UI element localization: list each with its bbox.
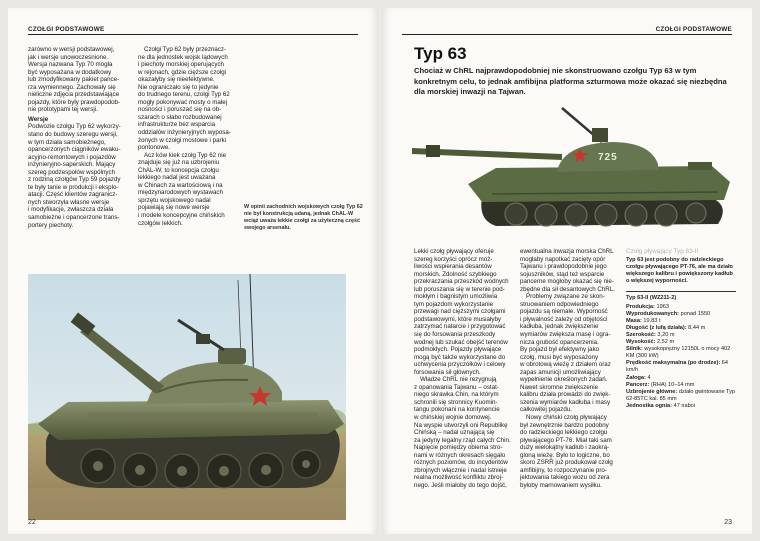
running-head: CZOŁGI PODSTAWOWE (655, 26, 732, 33)
text-line: forsowania sił głównych. (414, 368, 481, 376)
text-line: pojawiają się nowe wersje (138, 204, 210, 212)
spec-label: Uzbrojenie główne: (626, 388, 678, 395)
text-line: ChAL-W, to koncepcja czołgu (138, 166, 219, 174)
text-line: samobieżne i opancerzone trans- (28, 214, 120, 222)
text-line: sprzętu wojskowego nadal (138, 196, 211, 204)
spec-label: Wysokość: (626, 339, 656, 346)
text-line: i piechoty morskiej operujących (138, 61, 224, 69)
text-line: portery piechoty. (28, 221, 74, 229)
spec-value: wysokoprężny 12150L o mocy 402 KM (300 kW) (626, 346, 731, 360)
text-line: się do forsowania przeszkody (414, 331, 496, 339)
spec-label: Wyprodukowanych: (626, 310, 680, 317)
page-number: 23 (724, 519, 732, 526)
text-line: Nie ograniczało się to jedynie (138, 83, 219, 91)
text-line: przekraczania przeszkód wodnych (414, 278, 509, 286)
right-page (382, 8, 752, 534)
text-line: te były tanie w produkcji i eksplo- (28, 183, 119, 191)
text-line: zatrzymać natarcie i przygotować (414, 323, 506, 331)
left-page (8, 8, 378, 534)
text-line: czołg, musi być wyposażony (520, 353, 599, 361)
text-line: wypełnienie określonych zadań. (520, 376, 608, 384)
text-line: podmokłych. Pojazdy pływające (414, 346, 502, 354)
text-line: wodnej lub szukać obejść terenów (414, 338, 508, 346)
text-line: w obrotową wieżę z działem oraz (520, 361, 611, 369)
text-line: nicza grubość opancerzenia. (520, 338, 599, 346)
text-line: duży wielokątny kadłub i zaokrą- (520, 444, 610, 452)
spec-value: działo gwintowane Typ 62-85TC kal. 85 mm (626, 388, 736, 402)
spec-row (626, 346, 736, 360)
text-line: nami w różnych okresach sięgało (414, 451, 506, 459)
text-line: wymiarów zwiększa masę i ogra- (520, 331, 611, 339)
text-line: ne dla jednostek wojsk lądowych (138, 53, 228, 61)
text-line: Na wyspie utworzyli oni Republikę (414, 421, 508, 429)
text-line: pontonowe. (138, 144, 170, 152)
text-line: By pojazd był efektywny jako (520, 346, 600, 354)
text-column-2 (520, 248, 624, 490)
text-line: pancerne mogłoby okazać się nie- (520, 278, 614, 286)
text-line: szarach o słabo rozbudowanej (138, 113, 222, 121)
photo-caption: W opinii zachodnich wojskowych czołg Typ 62 nie był konstrukcją udaną, jednak ChAL-W wciąż uważa lekkie czołgi za użyteczną część swojego arsenału. (244, 204, 363, 231)
text-line: Tajwanu i prawdopodobnie jego (520, 263, 607, 271)
text-line: mogłaby napotkać zacięty opór (520, 255, 606, 263)
text-line: opancerzonych ciągników ewaku- (28, 146, 121, 154)
text-line: szenia wymiarów kadłuba i masy (520, 398, 611, 406)
text-line: nieliczne zdjęcia przedstawiające (28, 91, 120, 99)
text-line: morskich. Zdolność szybkiego (414, 270, 497, 278)
text-line: lekkiego nadal jest uważana (138, 174, 216, 182)
text-line: zbędne dla sił desantowych ChRL. (520, 285, 615, 293)
text-line: ewentualna inwazja morska ChRL (520, 248, 614, 255)
text-line: Napięcie pomiędzy obiema stro- (414, 444, 503, 452)
text-line: i pływalność zależy od objętości (520, 315, 608, 323)
spec-value: 1963 (656, 303, 669, 310)
spec-label: Masa: (626, 317, 642, 324)
spec-row (626, 304, 736, 311)
text-line: jak i wersje unowocześnione. (28, 53, 109, 61)
text-line: liwości wspierania desantów (414, 263, 492, 271)
text-line: mogły pokonywać mosty o małej (138, 98, 228, 106)
running-head: CZOŁGI PODSTAWOWE (28, 26, 105, 33)
text-line: Acz ków kiek czołg Typ 62 nie (144, 151, 227, 159)
text-line: podstawowymi, które musiałyby (414, 315, 501, 323)
text-line: Lekki czołg pływający oferuje (414, 248, 494, 255)
text-line: realna możliwość konfliktu zbroj- (414, 474, 504, 482)
text-line: lub zmodyfikowany pakiet pance- (28, 76, 120, 84)
text-line: mogą być także wykorzystane do (414, 353, 506, 361)
spec-label: Prędkość maksymalna (po drodze): (626, 360, 721, 367)
text-line: atacji. Część klientów zagranicz- (28, 191, 118, 199)
text-line: nie prototypami tej wersji. (28, 106, 98, 114)
text-line: i modyfikacje, zwłaszcza działa (28, 206, 114, 214)
paragraph-lines (28, 123, 136, 229)
text-column-1 (414, 248, 518, 490)
text-line: w rejonach, gdzie cięższe czołgi (138, 68, 227, 76)
text-line: pływającego PT-76. Miał taki sam (520, 436, 612, 444)
text-line: struowaniem odpowiedniego (520, 300, 599, 308)
text-line: Nowy chiński czołg pływający (526, 414, 607, 422)
text-line: pojazdu są niemałe. Wyporność (520, 308, 608, 316)
text-line: stano do budowy szeregu wersji, (28, 131, 118, 139)
text-line: do radzieckiego lekkiego czołgu (520, 429, 608, 437)
text-line: żonych w czołgi mostowe i parki (138, 136, 227, 144)
spec-label: Załoga: (626, 374, 646, 381)
spec-row (626, 318, 736, 325)
text-line: skoro ZSRR już produkował czołg (520, 459, 613, 467)
text-line: Nawet skromne zwiększenie (520, 383, 599, 391)
spec-label: Długość (z lufą działa): (626, 324, 687, 331)
text-line: szereg korzyści oprócz moż- (414, 255, 493, 263)
text-line: zapas amunicji umożliwiający (520, 368, 601, 376)
spec-label: Pancerz: (626, 381, 650, 388)
text-column-2 (138, 46, 244, 227)
text-line: zarówno w wersji podstawowej, (28, 46, 115, 53)
text-line: oddziałów inżynieryjnych wyposa- (138, 129, 231, 137)
paragraph-lines (28, 46, 136, 114)
spec-label: Szerokość: (626, 331, 656, 338)
text-line: Władze ChRL nie rezygnują (420, 376, 497, 384)
spec-value: (RHA) 10–14 mm (650, 381, 695, 388)
spec-sidebar (626, 248, 736, 410)
text-line: szereg podzespołów wspólnych (28, 168, 116, 176)
text-line: okazałyby się nieefektywne. (138, 76, 215, 84)
spec-row (626, 325, 736, 332)
text-line: w tym działa samobieżnego, (28, 138, 106, 146)
text-line: Wersja nazwana Typ 70 mogła (28, 61, 113, 69)
spec-heading: Typ 63-II (WZ211-2) (626, 295, 677, 302)
text-line: być wyposażana w dodatkowy (28, 68, 112, 76)
text-line: międzynarodowych wystawach (138, 189, 223, 197)
text-line: zbrojnych włącznie i nadal istnieje (414, 466, 507, 474)
spec-row (626, 311, 736, 318)
spec-value: 3,20 m (657, 331, 675, 338)
text-line: Podwozie czołgu Typ 62 wykorzy- (28, 123, 121, 131)
spec-row (626, 339, 736, 346)
text-line: amfibijny, to rozpoczynanie pro- (520, 466, 607, 474)
text-line: infrastrukturze bez wsparcia (138, 121, 216, 129)
text-line: byłoby marnowaniem wysiłku. (520, 481, 602, 489)
text-line: niego skrawka Chin, na którym (414, 391, 499, 399)
text-line: acyjno-remontowych i pojazdów (28, 153, 116, 161)
text-line: za jedyny legalny rząd całych Chin. (414, 436, 511, 444)
lead-paragraph: Chociaż w ChRL najprawdopodobniej nie skonstruowano czołgu Typ 63 w tym konkretnym celu, to jednak amfibijna platforma szturmowa może okazać się niezbędna dla morskiej inwazji na Tajwan. (414, 66, 727, 97)
text-line: mokłym i bagnistym umożliwia (414, 293, 498, 301)
text-line: w chińskiej wojnie domowej. (414, 414, 492, 422)
spec-value: 47 naboi (673, 402, 696, 409)
text-line: z opanowania Tajwanu – ostat- (414, 383, 499, 391)
text-line: kadłuba, jednak zwiększenie (520, 323, 599, 331)
spec-value: 19,83 t (643, 317, 661, 324)
text-line: rza wymiennego. Zachowały się (28, 83, 116, 91)
spec-label: Jednostka ognia: (626, 402, 673, 409)
header-rule (402, 34, 732, 35)
text-line: kalibru działa prowadzi do zwięk- (520, 391, 611, 399)
spec-label: Silnik: (626, 346, 643, 353)
text-line: był zewnętrznie bardzo podobny (520, 421, 609, 429)
subheading: Wersje (28, 115, 49, 123)
spec-value: 8,44 m (688, 324, 706, 331)
text-line: nych stworzyła własne wersje (28, 198, 110, 206)
page-title: Typ 63 (414, 44, 467, 63)
text-line: różnych poziomów, do incydentów (414, 459, 508, 467)
text-line: do trudnego terenu, czołgi Typ 62 (138, 91, 230, 99)
text-line: Czołgi Typ 62 były przeznacz- (144, 46, 227, 53)
text-line: Chińską – nadal uznającą się (414, 429, 495, 437)
text-line: w Chinach za wartościową i na (138, 181, 223, 189)
tank-photo (412, 98, 740, 234)
spec-row (626, 360, 736, 374)
hull-number: 725 (598, 152, 618, 163)
spec-label: Produkcja: (626, 303, 655, 310)
spec-value: 4 (647, 374, 651, 381)
text-line: nośności i poruszać się na ob- (138, 106, 222, 114)
text-line: czołgów lekkich. (138, 219, 183, 227)
text-line: znajduje się już na uzbrojeniu (138, 159, 220, 167)
text-line: schronili się stronnicy Kuomin- (414, 398, 498, 406)
text-line: tym pojazdom wykorzystanie (414, 300, 494, 308)
text-line: nego. Jeśli miałoby do tego dojść, (414, 481, 507, 489)
tank-photo (28, 274, 346, 520)
spec-value: ponad 1550 (680, 310, 711, 317)
spec-row (626, 403, 736, 410)
page-number: 22 (28, 519, 36, 526)
text-line: tangu pokonani na kontynencie (414, 406, 500, 414)
sidebar-rule (626, 291, 736, 292)
spec-row (626, 382, 736, 389)
text-line: z rodziną czołgów Typ 59 pojazdy (28, 176, 121, 184)
text-line: sojuszników, stąd też wsparcie (520, 270, 605, 278)
spec-row (626, 332, 736, 339)
text-line: Problemy związane ze skon- (526, 293, 605, 301)
text-line: przewagi nad cięższymi czołgami (414, 308, 506, 316)
text-line: inżynieryjno-saperskich. Mający (28, 161, 116, 169)
text-line: jektowania takiego wozu od zera (520, 474, 610, 482)
text-line: i modele koncepcyjne chińskich (138, 212, 225, 220)
spec-value: 2,52 m (657, 339, 675, 346)
text-line: lub poruszania się w terenie pod- (414, 285, 505, 293)
spec-row (626, 389, 736, 403)
sidebar-intro: Typ 63 jest podobny do radzieckiego czołgu pływającego PT-76, ale ma działo większego kalibru i powiększony kadłub o większej wyporności. (626, 257, 733, 285)
text-column-1 (28, 46, 136, 229)
spec-row (626, 375, 736, 382)
text-line: gloną wieżę. Było to logiczne, bo (520, 451, 610, 459)
header-rule (28, 34, 358, 35)
text-line: całkowitej pojazdu. (520, 406, 572, 414)
text-line: uchwycenia przyczółków i celowy (414, 361, 506, 369)
text-line: pojazdy, które były prawdopodob- (28, 98, 121, 106)
spec-value: 64 km/h (626, 360, 728, 374)
sidebar-title: Czołg pływający Typ 63-II (626, 248, 699, 255)
